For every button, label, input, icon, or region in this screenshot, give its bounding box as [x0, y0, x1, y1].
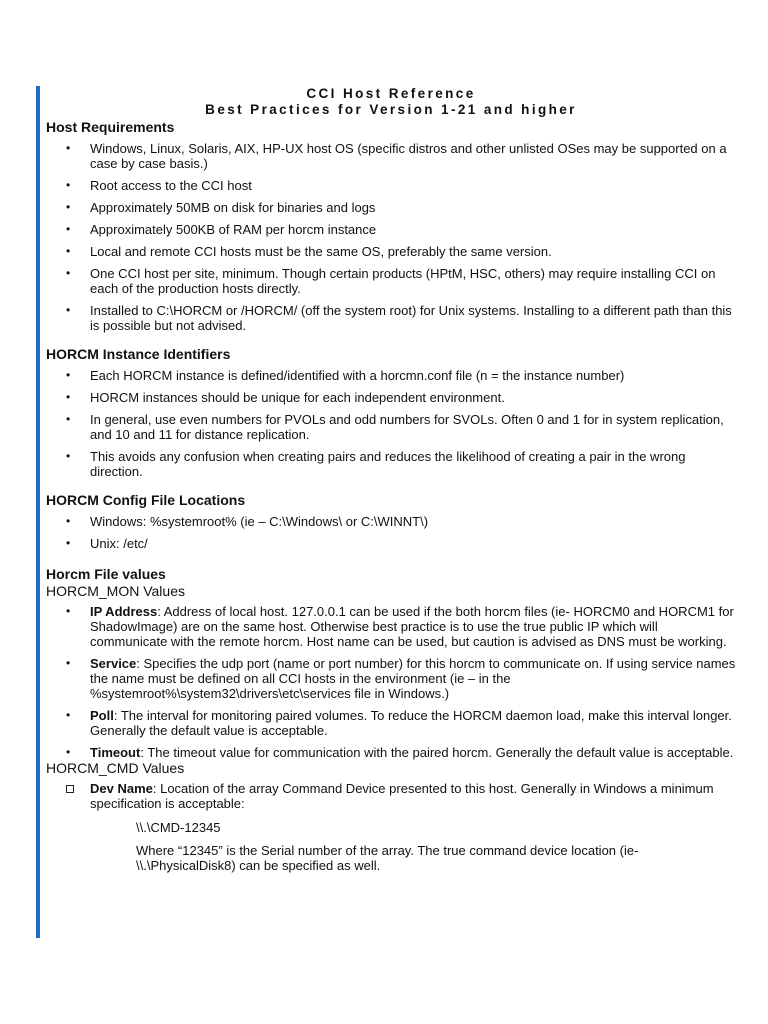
list-item: • One CCI host per site, minimum. Though certain products (HPtM, HSC, others) may require installing CCI on each of the production hosts directly.	[66, 266, 716, 296]
instance-identifiers-list	[46, 368, 736, 479]
list-item: • Approximately 50MB on disk for binaries and logs	[66, 200, 376, 215]
horcm-cmd-list	[46, 781, 736, 811]
section-heading-config-locations: HORCM Config File Locations	[46, 492, 246, 508]
square-bullet-icon	[66, 785, 74, 793]
list-item: Dev Name: Location of the array Command Device presented to this host. Generally in Windows a minimum specification is acceptable:	[46, 781, 736, 811]
list-item: • Each HORCM instance is defined/identified with a horcmn.conf file (n = the instance number)	[66, 368, 625, 383]
list-item: • Root access to the CCI host	[66, 178, 252, 193]
host-requirements-list	[46, 141, 736, 333]
list-item: • Windows: %systemroot% (ie – C:\Windows\ or C:\WINNT\)	[66, 514, 429, 529]
list-item: • Approximately 500KB of RAM per horcm instance	[66, 222, 377, 237]
section-heading-file-values: Horcm File values	[46, 566, 166, 582]
command-device-example: \\.\CMD-12345	[136, 820, 221, 835]
term-label: Poll	[90, 708, 114, 723]
list-item: • IP Address: Address of local host. 127.0.0.1 can be used if the both horcm files (ie- HORCM0 and HORCM1 for ShadowImage) are on the same host. Otherwise best practice is to use the true public IP which will communicate with the remote horcm. Host name can be used, but caution is advised as DNS must be working.	[66, 604, 734, 649]
subheading-horcm-cmd: HORCM_CMD Values	[46, 760, 185, 776]
term-label: IP Address	[90, 604, 158, 619]
accent-bar	[36, 86, 40, 938]
list-item: • Windows, Linux, Solaris, AIX, HP-UX host OS (specific distros and other unlisted OSes may be supported on a case by case basis.)	[66, 141, 727, 171]
term-label: Dev Name	[90, 781, 153, 796]
document-body	[46, 86, 736, 873]
list-item: • In general, use even numbers for PVOLs and odd numbers for SVOLs. Often 0 and 1 for in system replication, and 10 and 11 for distance replication.	[66, 412, 724, 442]
horcm-mon-list	[46, 604, 736, 760]
section-heading-instance-identifiers: HORCM Instance Identifiers	[46, 346, 231, 362]
term-label: Service	[90, 656, 137, 671]
command-device-note: Where “12345” is the Serial number of the array. The true command device location (ie- \\.\PhysicalDisk8) can be specified as well.	[136, 843, 639, 873]
list-item: • HORCM instances should be unique for each independent environment.	[66, 390, 505, 405]
list-item: • Local and remote CCI hosts must be the same OS, preferably the same version.	[66, 244, 552, 259]
page-subtitle: Best Practices for Version 1-21 and higher	[205, 102, 577, 117]
list-item: • Service: Specifies the udp port (name or port number) for this horcm to communicate on. If using service names the name must be defined on all CCI hosts in the environment (ie – in the %systemroot%\system32\drivers\etc\services file in Windows.)	[66, 656, 736, 701]
config-locations-list	[46, 514, 736, 551]
term-label: Timeout	[90, 745, 141, 760]
list-item: • This avoids any confusion when creating pairs and reduces the likelihood of creating a pair in the wrong direction.	[66, 449, 686, 479]
list-item: • Unix: /etc/	[66, 536, 148, 551]
page-title: CCI Host Reference	[306, 86, 476, 101]
subheading-horcm-mon: HORCM_MON Values	[46, 583, 185, 599]
list-item: • Poll: The interval for monitoring paired volumes. To reduce the HORCM daemon load, make this interval longer. Generally the default value is acceptable.	[66, 708, 732, 738]
section-heading-host-requirements: Host Requirements	[46, 119, 175, 135]
list-item: • Timeout: The timeout value for communication with the paired horcm. Generally the default value is acceptable.	[66, 745, 734, 760]
list-item: • Installed to C:\HORCM or /HORCM/ (off the system root) for Unix systems. Installing to a different path than this is possible but not advised.	[66, 303, 732, 333]
